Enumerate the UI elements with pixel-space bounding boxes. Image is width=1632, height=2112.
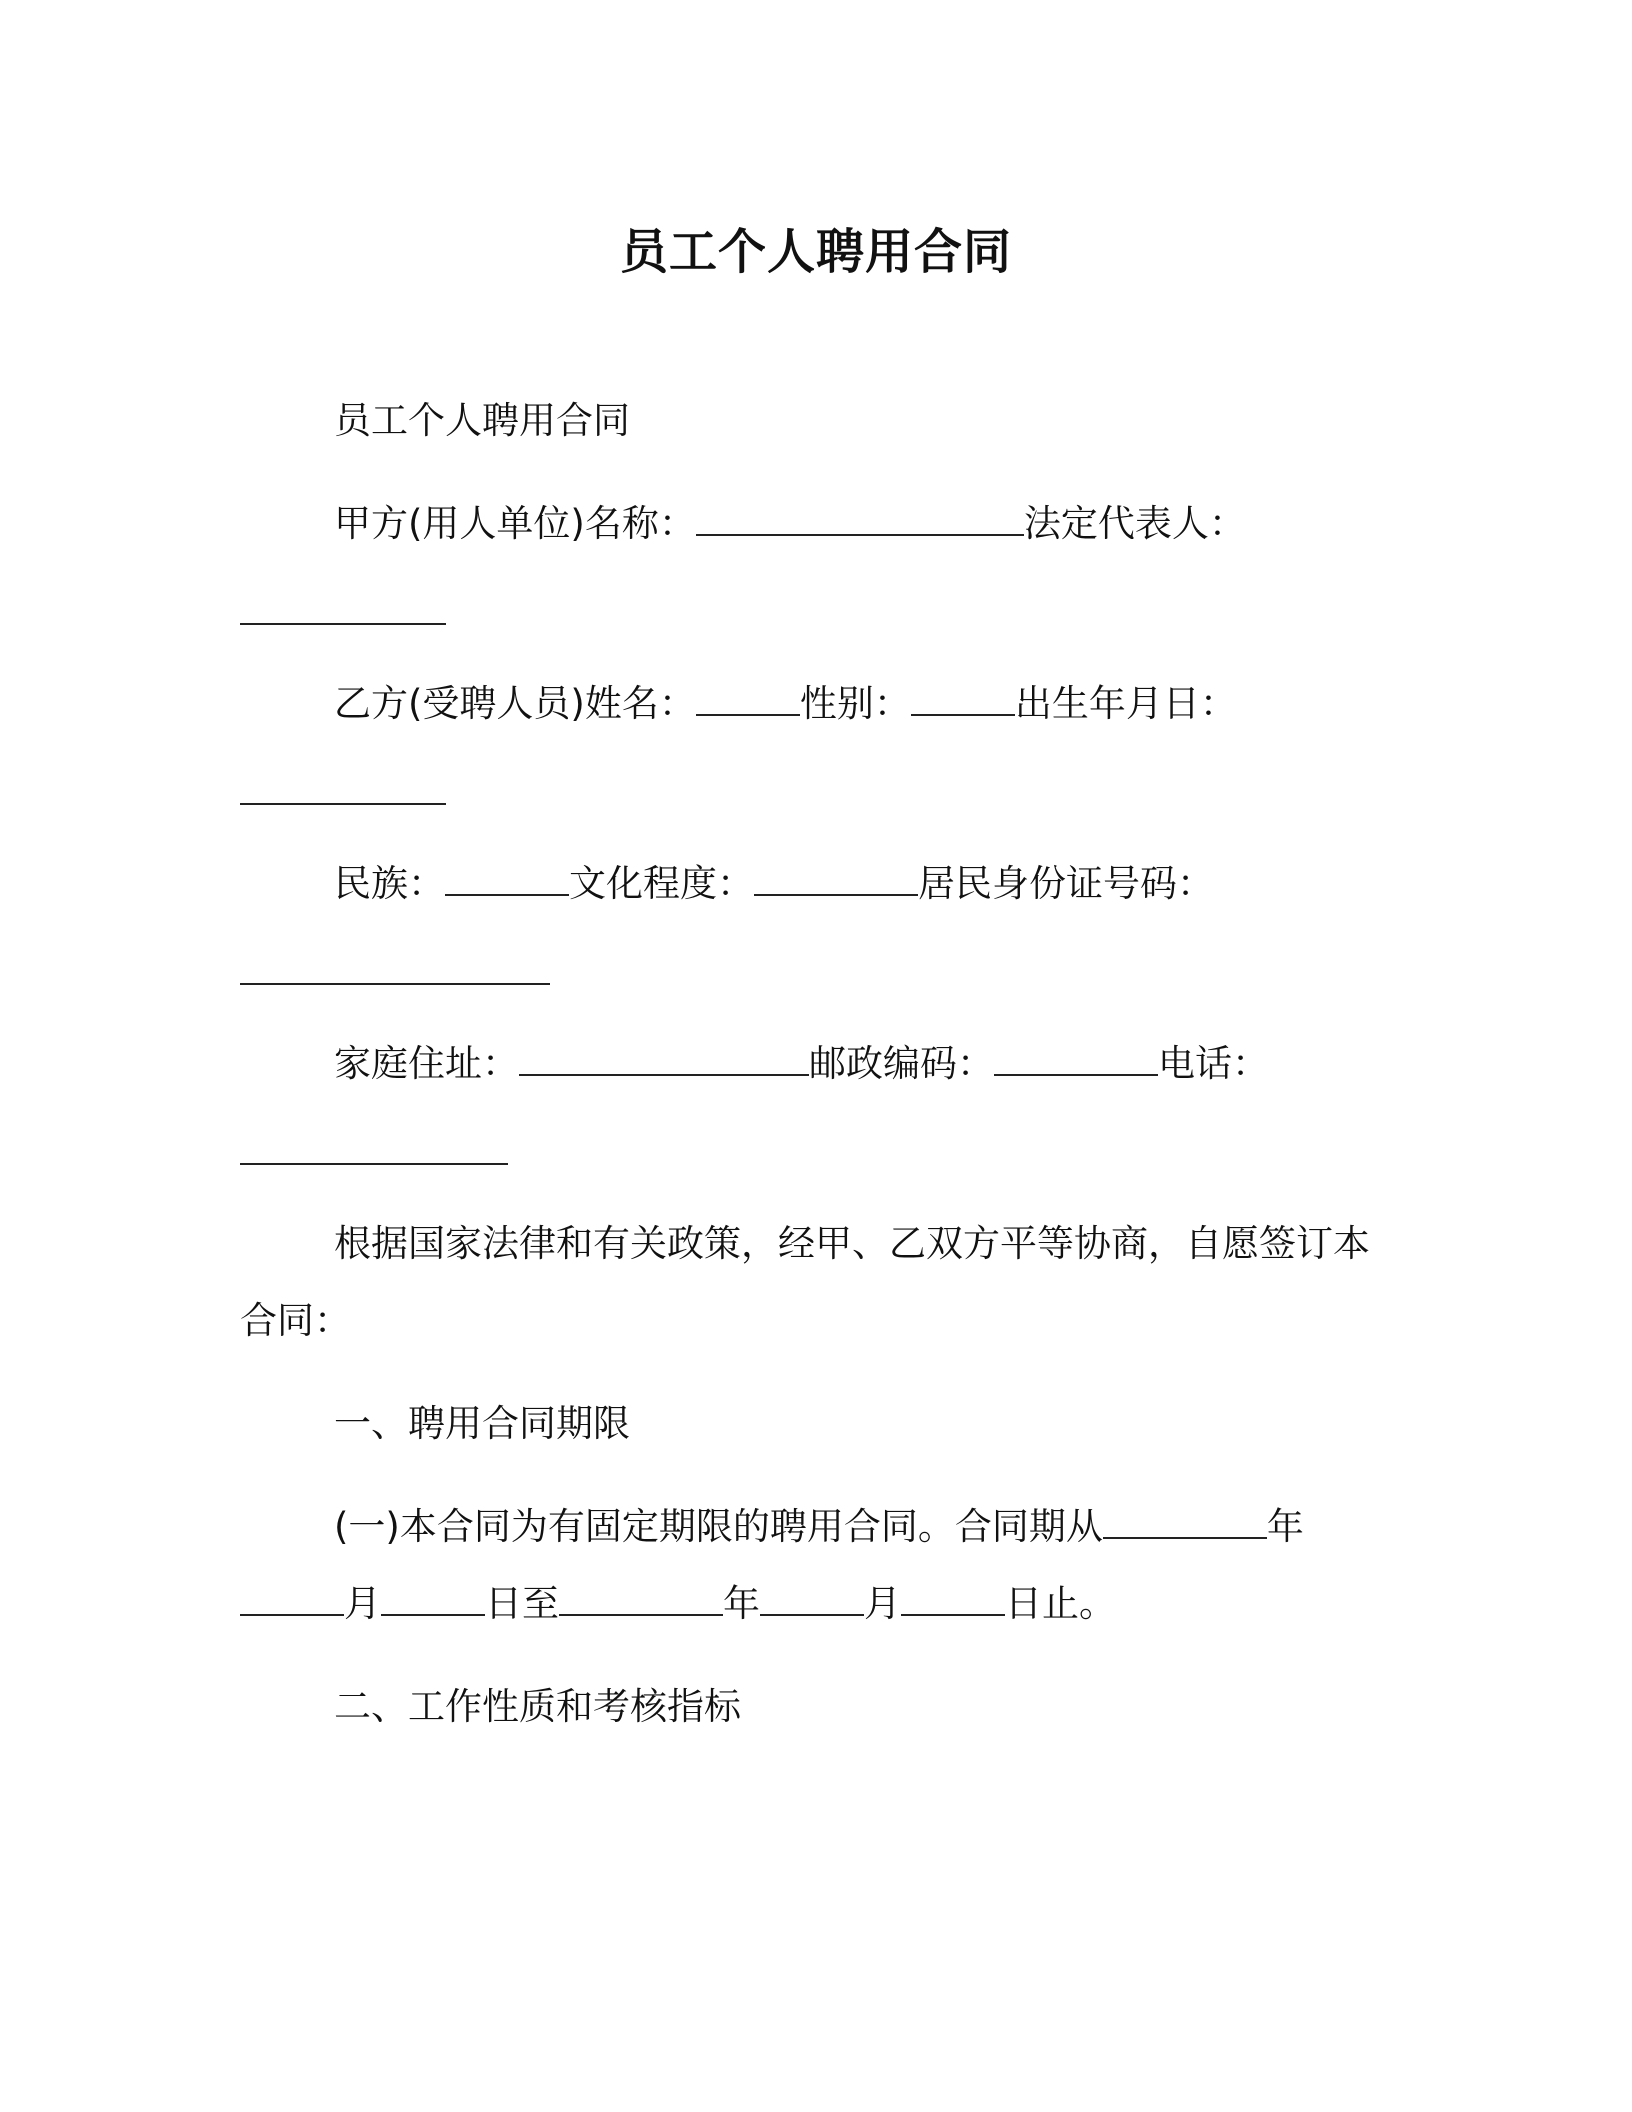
- end-month-label: 月: [864, 1582, 901, 1625]
- postcode-label: 邮政编码：: [809, 1042, 994, 1085]
- start-month-blank[interactable]: [240, 1584, 344, 1616]
- start-day-label: 日至: [485, 1582, 559, 1625]
- party-a-rep-blank[interactable]: [240, 623, 446, 625]
- start-day-blank[interactable]: [381, 1584, 485, 1616]
- ethnicity-label: 民族：: [334, 862, 445, 905]
- end-year-blank[interactable]: [559, 1584, 723, 1616]
- party-b-line-3: [334, 1040, 1269, 1088]
- clause-1-line-1: [334, 1503, 1304, 1551]
- party-a-name-label: 甲方(用人单位)名称：: [334, 502, 696, 545]
- id-number-label: 居民身份证号码：: [918, 862, 1214, 905]
- postcode-blank[interactable]: [994, 1044, 1158, 1076]
- section-1-heading: 一、聘用合同期限: [334, 1402, 630, 1445]
- party-a-line: [334, 500, 1246, 548]
- party-b-name-blank[interactable]: [696, 684, 800, 716]
- end-year-label: 年: [723, 1582, 760, 1625]
- end-day-blank[interactable]: [901, 1584, 1005, 1616]
- document-title: 员工个人聘用合同: [619, 224, 1012, 280]
- clause-1-line-2: [240, 1580, 1116, 1628]
- party-a-rep-label: 法定代表人：: [1023, 502, 1246, 545]
- end-day-label: 日止。: [1005, 1582, 1116, 1625]
- start-year-label: 年: [1266, 1505, 1304, 1548]
- phone-blank[interactable]: [240, 1163, 508, 1165]
- party-b-line-1: [334, 680, 1237, 728]
- clause-1-prefix: (一)本合同为有固定期限的聘用合同。合同期从: [334, 1505, 1103, 1548]
- id-number-blank[interactable]: [240, 983, 550, 985]
- section-2-heading: 二、工作性质和考核指标: [334, 1685, 741, 1728]
- education-blank[interactable]: [754, 864, 918, 896]
- address-blank[interactable]: [519, 1044, 809, 1076]
- preamble-line-1: 根据国家法律和有关政策，经甲、乙双方平等协商，自愿签订本: [334, 1222, 1370, 1265]
- party-a-name-blank[interactable]: [696, 504, 1024, 536]
- party-b-gender-blank[interactable]: [911, 684, 1015, 716]
- start-year-blank[interactable]: [1103, 1507, 1267, 1539]
- phone-label: 电话：: [1158, 1042, 1269, 1085]
- education-label: 文化程度：: [569, 862, 754, 905]
- party-b-line-2: [334, 860, 1214, 908]
- start-month-label: 月: [344, 1582, 381, 1625]
- party-b-name-label: 乙方(受聘人员)姓名：: [334, 682, 696, 725]
- ethnicity-blank[interactable]: [445, 864, 569, 896]
- party-b-birth-label: 出生年月日：: [1014, 682, 1237, 725]
- party-b-birth-blank[interactable]: [240, 803, 446, 805]
- address-label: 家庭住址：: [334, 1042, 519, 1085]
- end-month-blank[interactable]: [760, 1584, 864, 1616]
- document-subtitle: 员工个人聘用合同: [334, 399, 630, 442]
- party-b-gender-label: 性别：: [799, 682, 911, 725]
- preamble-line-2: 合同：: [240, 1299, 351, 1342]
